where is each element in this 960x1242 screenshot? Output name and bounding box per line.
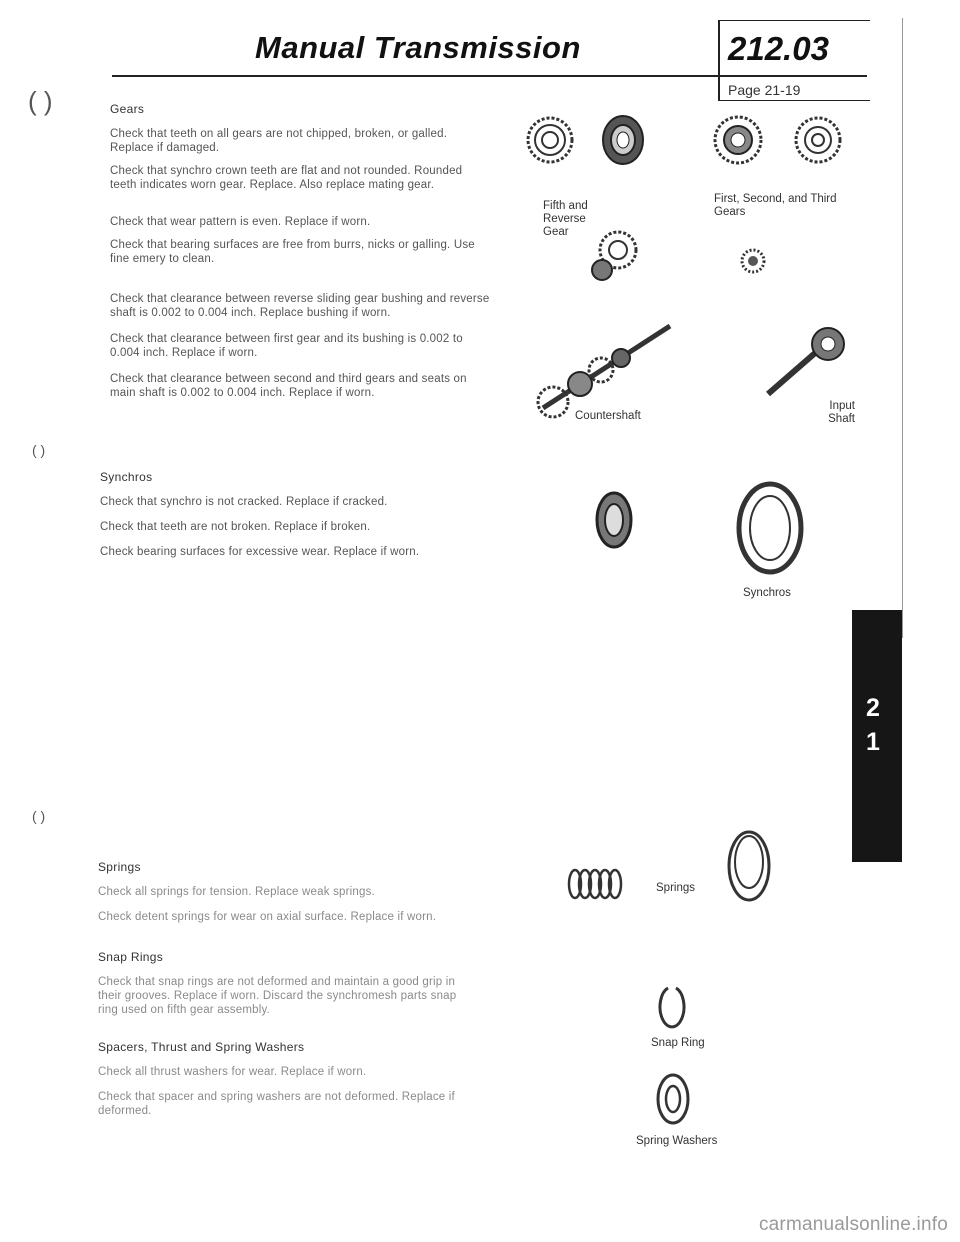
page-number: Page 21-19 xyxy=(728,82,801,98)
caption-springs: Springs xyxy=(656,882,695,894)
gears-paragraph: Check that clearance between first gear and its bushing is 0.002 to 0.004 inch. Replace if worn. xyxy=(110,333,463,359)
caption-snap-ring: Snap Ring xyxy=(651,1037,705,1049)
synchros-paragraph: Check that teeth are not broken. Replace if broken. xyxy=(100,521,371,533)
synchro-illustration xyxy=(592,488,636,552)
snap-rings-paragraph: Check that snap rings are not deformed and maintain a good grip in their grooves. Replace if worn. Discard the synchromesh parts snap ring used on fifth gear assembly. xyxy=(98,976,457,1016)
right-margin-rule xyxy=(902,18,903,638)
section-heading-springs: Springs xyxy=(98,860,141,874)
gear-illustration xyxy=(598,112,648,168)
section-tab xyxy=(852,610,902,862)
gears-paragraph: Check that clearance between second and third gears and seats on main shaft is 0.002 to 0.004 inch. Replace if worn. xyxy=(110,373,467,399)
section-heading-synchros: Synchros xyxy=(100,470,153,484)
footer-watermark: carmanualsonline.info xyxy=(758,1214,948,1235)
document-title: Manual Transmission xyxy=(255,30,581,65)
synchro-illustration xyxy=(730,478,810,578)
gear-illustration xyxy=(790,112,846,168)
tab-number: 2 xyxy=(866,694,880,722)
spring-illustration xyxy=(723,818,775,906)
gear-illustration xyxy=(522,112,578,168)
header-box-left-rule xyxy=(718,20,720,100)
caption-spring-washers: Spring Washers xyxy=(636,1135,718,1147)
section-heading-snap-rings: Snap Rings xyxy=(98,950,164,964)
header-box-bottom-rule xyxy=(718,100,870,101)
caption-countershaft: Countershaft xyxy=(575,410,641,422)
section-heading-spacers: Spacers, Thrust and Spring Washers xyxy=(98,1040,305,1054)
gears-paragraph: Check that wear pattern is even. Replace if worn. xyxy=(110,216,371,228)
gear-illustration xyxy=(588,226,640,282)
gears-paragraph: Check that clearance between reverse sliding gear bushing and reverse shaft is 0.002 to 0.004 inch. Replace bushing if worn. xyxy=(110,293,490,319)
section-code: 212.03 xyxy=(728,30,829,67)
caption-input-shaft: Input Shaft xyxy=(828,400,855,425)
caption-fifth-reverse: Fifth and Reverse Gear xyxy=(543,200,588,238)
gear-illustration xyxy=(708,112,768,168)
section-heading-gears: Gears xyxy=(110,102,145,116)
gears-paragraph: Check that bearing surfaces are free from burrs, nicks or galling. Use fine emery to clean. xyxy=(110,239,475,265)
spacers-paragraph: Check that spacer and spring washers are not deformed. Replace if deformed. xyxy=(98,1091,455,1117)
input-shaft-illustration xyxy=(760,316,848,404)
binder-hole-mark: ( ) xyxy=(32,442,46,458)
gears-paragraph: Check that teeth on all gears are not chipped, broken, or galled. Replace if damaged. xyxy=(110,128,448,154)
binder-hole-mark: ( ) xyxy=(28,86,53,116)
tab-number: 1 xyxy=(866,728,880,756)
synchros-paragraph: Check that synchro is not cracked. Replace if cracked. xyxy=(100,496,388,508)
header-rule xyxy=(112,75,867,77)
snap-ring-illustration xyxy=(658,982,686,1030)
springs-paragraph: Check detent springs for wear on axial surface. Replace if worn. xyxy=(98,911,437,923)
header-box-top-rule xyxy=(718,20,870,21)
synchros-paragraph: Check bearing surfaces for excessive wear. Replace if worn. xyxy=(100,546,420,558)
springs-paragraph: Check all springs for tension. Replace weak springs. xyxy=(98,886,375,898)
spring-washer-illustration xyxy=(652,1070,694,1128)
spring-illustration xyxy=(565,866,629,902)
gears-paragraph: Check that synchro crown teeth are flat and not rounded. Rounded teeth indicates worn gear. Replace. Also replace mating gear. xyxy=(110,165,463,191)
caption-first-second-third: First, Second, and Third Gears xyxy=(714,193,837,218)
binder-hole-mark: ( ) xyxy=(32,808,46,824)
spacers-paragraph: Check all thrust washers for wear. Replace if worn. xyxy=(98,1066,367,1078)
gear-illustration xyxy=(738,246,768,276)
caption-synchros: Synchros xyxy=(743,587,791,599)
